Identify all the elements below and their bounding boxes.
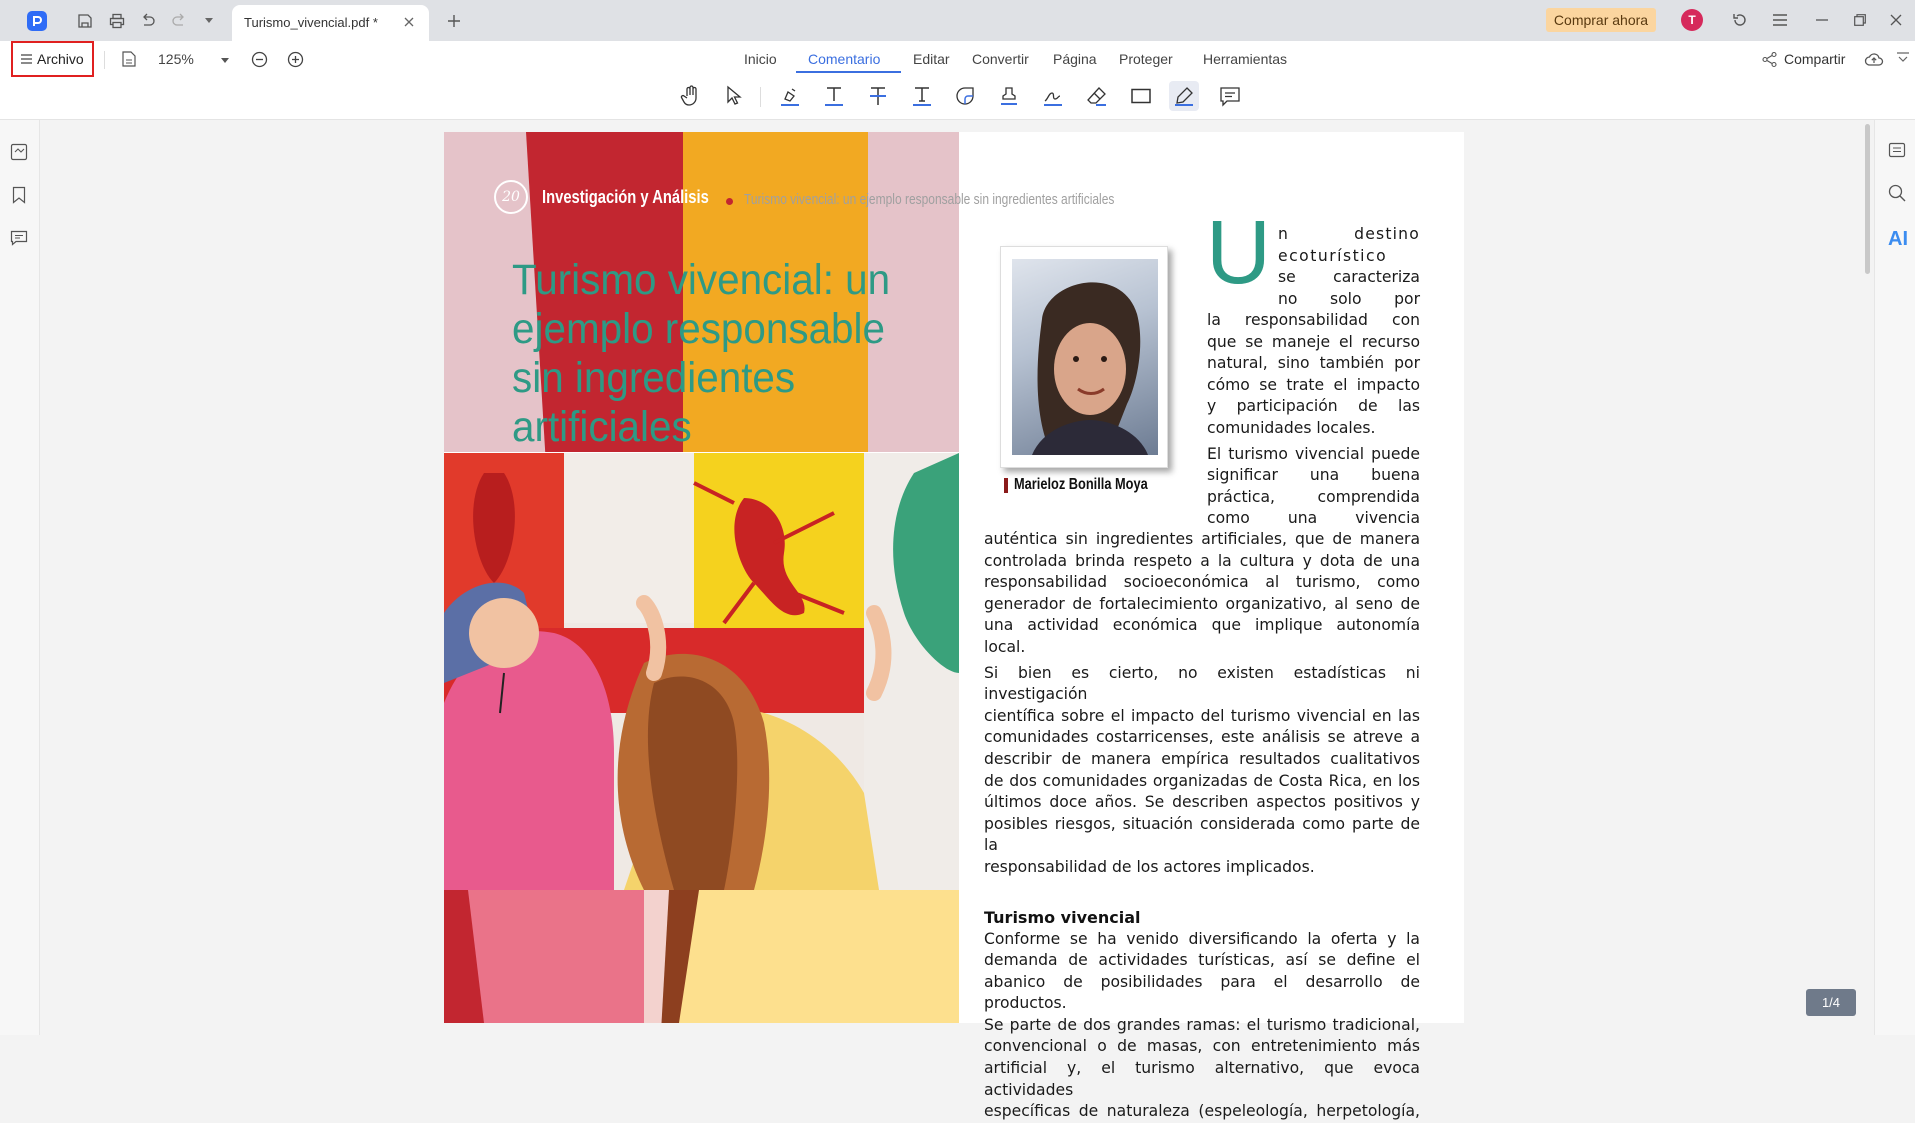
text-line: como una vivencia <box>1207 509 1420 528</box>
text-line: la responsabilidad con <box>1207 311 1420 329</box>
stamp-tool-icon[interactable] <box>997 84 1021 108</box>
zoom-out-icon[interactable] <box>250 50 269 69</box>
vertical-scrollbar[interactable] <box>1865 124 1870 274</box>
collapse-ribbon-icon[interactable] <box>1895 50 1911 66</box>
text-line: El turismo vivencial puede <box>1207 444 1420 463</box>
tab-herramientas[interactable]: Herramientas <box>1203 51 1288 67</box>
minimize-icon[interactable] <box>1813 11 1831 29</box>
bookmark-icon[interactable] <box>9 185 29 205</box>
text-line: una actividad económica que implique autonomía local. <box>984 616 1420 656</box>
zoom-dropdown-icon[interactable] <box>219 54 231 66</box>
title-line: sin ingredientes <box>512 354 796 402</box>
text-line: significar una buena <box>1207 466 1420 485</box>
bottom-band <box>444 890 959 1023</box>
running-header: Turismo vivencial: un ejemplo responsable sin ingredientes artificiales <box>744 191 1115 208</box>
text-line: se caracteriza <box>1278 268 1420 287</box>
cloud-upload-icon[interactable] <box>1864 49 1884 69</box>
tab-editar[interactable]: Editar <box>913 51 950 67</box>
comment-panel-icon[interactable] <box>9 228 29 248</box>
text-line: posibles riesgos, situación considerada como parte de la <box>984 814 1420 855</box>
tab-proteger[interactable]: Proteger <box>1119 51 1173 67</box>
drop-cap: U <box>1206 203 1271 303</box>
author-caption-bar <box>1004 478 1008 493</box>
buy-now-button[interactable] <box>1546 8 1656 32</box>
zoom-level[interactable]: 125% <box>158 51 194 67</box>
sticker-tool-icon[interactable] <box>953 84 977 108</box>
page-indicator[interactable] <box>1806 989 1856 1016</box>
text-tool-icon[interactable] <box>910 84 934 108</box>
hand-tool-icon[interactable] <box>679 84 703 108</box>
document-tab-title: Turismo_vivencial.pdf * <box>244 15 378 30</box>
ai-assistant-button[interactable]: AI <box>1888 228 1908 250</box>
text-line: últimos doce años. Se describen aspectos positivos y <box>984 793 1420 812</box>
title-line: ejemplo responsable <box>512 305 886 353</box>
page-indicator-label: 1/4 <box>1821 995 1841 1010</box>
text-line: ecoturístico <box>1278 246 1388 265</box>
text-line: específicas de naturaleza (espeleología, herpetología, <box>984 1102 1420 1121</box>
title-line: artificiales <box>512 403 692 451</box>
search-icon[interactable] <box>1887 183 1907 203</box>
title-bar <box>0 0 1915 41</box>
tab-convertir[interactable]: Convertir <box>972 51 1029 67</box>
app-logo-icon[interactable] <box>27 11 47 31</box>
author-name: Marieloz Bonilla Moya <box>1014 476 1148 493</box>
close-window-icon[interactable] <box>1887 11 1905 29</box>
text-line: demanda de actividades turísticas, así se define el <box>984 951 1420 970</box>
avatar[interactable] <box>1681 9 1703 31</box>
right-sidebar <box>1874 120 1915 1035</box>
highlight-tool-icon[interactable] <box>778 84 802 108</box>
zoom-in-icon[interactable] <box>286 50 305 69</box>
share-button[interactable] <box>1762 49 1845 69</box>
page-number: 20 <box>502 189 520 205</box>
quick-access-dropdown-icon[interactable] <box>202 14 216 28</box>
section-label: Investigación y Análisis <box>542 187 709 207</box>
eraser-tool-icon[interactable] <box>1085 84 1109 108</box>
thumbnail-icon[interactable] <box>9 142 29 162</box>
text-line: responsabilidad socioeconómica al turismo, como <box>984 573 1420 592</box>
text-line: científica sobre el impacto del turismo vivencial en las <box>984 706 1420 725</box>
text-line: cómo se trate el impacto <box>1207 375 1420 394</box>
file-menu-label: Archivo <box>37 51 84 67</box>
restore-icon[interactable] <box>1851 11 1869 29</box>
hamburger-menu-icon[interactable] <box>1771 11 1789 29</box>
divider <box>104 51 105 69</box>
rectangle-tool-icon[interactable] <box>1129 84 1153 108</box>
save-icon[interactable] <box>76 12 94 30</box>
text-line: no solo por <box>1278 289 1420 308</box>
pdf-page[interactable] <box>444 132 1464 1121</box>
sync-icon[interactable] <box>1731 11 1749 29</box>
text-line: práctica, comprendida <box>1207 487 1420 506</box>
article-title <box>512 256 890 452</box>
select-tool-icon[interactable] <box>722 84 746 108</box>
text-line: describir de manera empírica resultados cualitativos <box>984 749 1420 768</box>
text-line: responsabilidad de los actores implicados. <box>984 857 1315 876</box>
mural-photo <box>444 453 959 890</box>
section-subheading: Turismo vivencial <box>984 907 1141 927</box>
text-line: de dos comunidades organizadas de Costa Rica, en los <box>984 771 1420 790</box>
properties-icon[interactable] <box>1887 140 1907 160</box>
text-line: y participación de las <box>1207 397 1420 416</box>
page-view-icon[interactable] <box>120 50 138 68</box>
tab-comentario[interactable]: Comentario <box>808 51 881 67</box>
intro-paragraph <box>1278 224 1420 310</box>
buy-now-label: Comprar ahora <box>1553 12 1649 28</box>
file-menu-button[interactable] <box>11 41 94 77</box>
text-line: comunidades locales. <box>1207 418 1376 437</box>
ribbon-toolbar <box>0 41 1915 120</box>
text-line: comunidades costarricenses, este análisis se atreve a <box>984 728 1420 747</box>
text-line: Se parte de dos grandes ramas: el turismo tradicional, <box>984 1015 1420 1034</box>
text-line: convencional o de masas, con entretenimiento más <box>984 1037 1420 1056</box>
tab-pagina[interactable]: Página <box>1053 51 1097 67</box>
print-icon[interactable] <box>108 12 126 30</box>
close-tab-icon[interactable] <box>402 15 416 29</box>
underline-tool-icon[interactable] <box>822 84 846 108</box>
page-number-circle <box>494 180 528 214</box>
comment-tool-icon[interactable] <box>1218 84 1242 108</box>
header-bullet <box>726 198 733 205</box>
text-line: generador de fortalecimiento organizativo, al seno de <box>984 594 1420 613</box>
text-line: abanico de posibilidades para el desarrollo de productos. <box>984 972 1420 1013</box>
text-line: que se maneje el recurso <box>1207 332 1420 351</box>
divider <box>760 87 761 107</box>
strikethrough-tool-icon[interactable] <box>866 84 890 108</box>
intro-paragraph-continued <box>1207 310 1420 530</box>
body-column <box>984 529 1420 1123</box>
new-tab-icon[interactable] <box>446 13 462 29</box>
text-line: artificial y, el turismo alternativo, que evoca actividades <box>984 1059 1420 1099</box>
text-line: Si bien es cierto, no existen estadísticas ni investigación <box>984 663 1420 704</box>
text-line: natural, sino también por <box>1207 354 1420 373</box>
share-icon <box>1762 52 1777 67</box>
document-tab[interactable] <box>232 5 429 41</box>
text-line: auténtica sin ingredientes artificiales, que de manera <box>984 530 1420 548</box>
undo-icon[interactable] <box>139 12 157 30</box>
signature-tool-icon[interactable] <box>1041 84 1065 108</box>
pen-tool-icon[interactable] <box>1169 81 1199 111</box>
author-photo <box>1012 259 1158 455</box>
active-tab-underline <box>796 71 901 73</box>
text-line: controlada brinda respeto a la cultura y dota de una <box>984 551 1420 570</box>
author-photo-frame <box>1000 246 1168 468</box>
text-line: n destino <box>1278 225 1420 243</box>
menu-icon <box>21 54 32 64</box>
text-line: Conforme se ha venido diversificando la oferta y la <box>984 929 1420 948</box>
avatar-letter: T <box>1688 13 1696 27</box>
redo-icon[interactable] <box>170 12 188 30</box>
left-sidebar <box>0 120 40 1035</box>
share-label: Compartir <box>1784 51 1846 67</box>
title-line: Turismo vivencial: un <box>512 256 891 304</box>
tab-inicio[interactable]: Inicio <box>744 51 777 67</box>
